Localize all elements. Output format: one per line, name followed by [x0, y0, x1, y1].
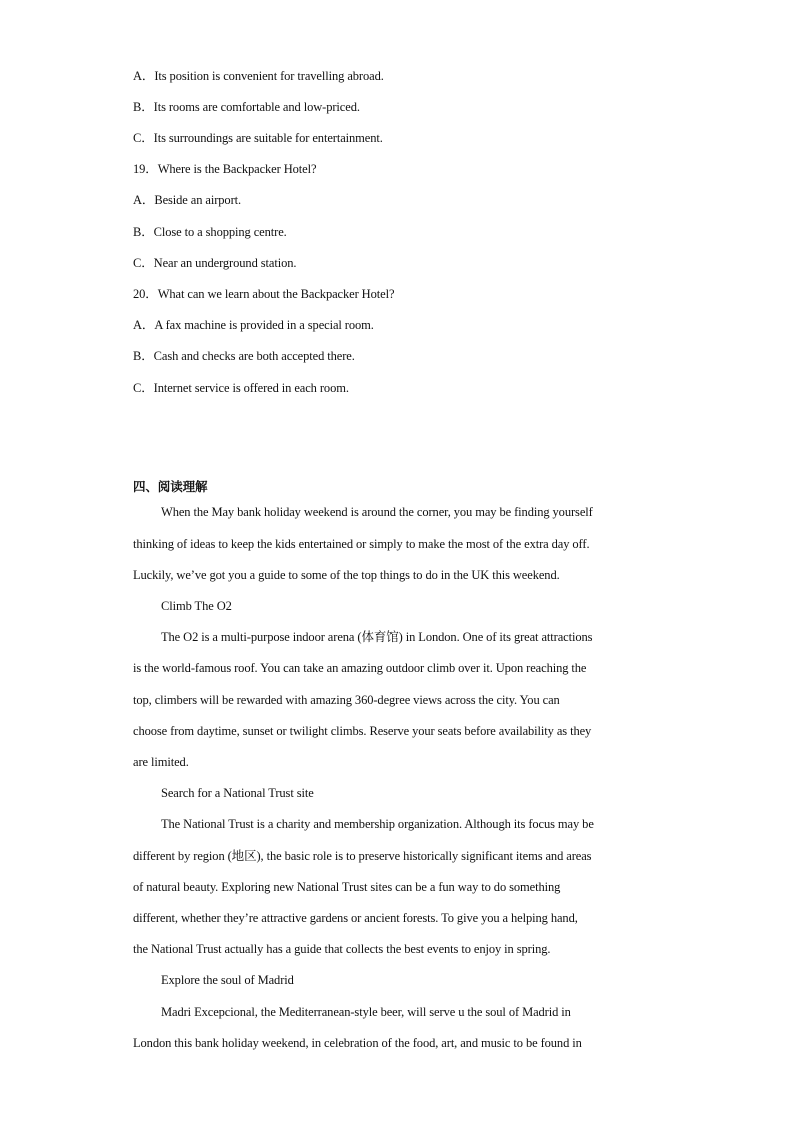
q20-option-a: A．A fax machine is provided in a special room. — [133, 318, 374, 332]
q20-option-c: C．Internet service is offered in each room. — [133, 381, 349, 395]
intro-line-3: Luckily, we’ve got you a guide to some of the top things to do in the UK this weekend. — [133, 568, 560, 582]
section-heading: 四、阅读理解 — [133, 479, 208, 494]
madrid-title: Explore the soul of Madrid — [161, 973, 294, 987]
climb-line-3: top, climbers will be rewarded with amazing 360-degree views across the city. You can — [133, 693, 560, 707]
climb-title: Climb The O2 — [161, 599, 232, 613]
q20-question: 20．What can we learn about the Backpacker Hotel? — [133, 287, 395, 301]
madrid-line-1: Madri Excepcional, the Mediterranean-style beer, will serve u the soul of Madrid in — [161, 1005, 571, 1019]
climb-line-2: is the world-famous roof. You can take an amazing outdoor climb over it. Upon reaching the — [133, 661, 587, 675]
q20-option-b: B．Cash and checks are both accepted there. — [133, 349, 355, 363]
q18-option-a: A．Its position is convenient for travelling abroad. — [133, 69, 384, 83]
q19-question: 19．Where is the Backpacker Hotel? — [133, 162, 317, 176]
q19-option-b: B．Close to a shopping centre. — [133, 225, 287, 239]
madrid-line-2: London this bank holiday weekend, in celebration of the food, art, and music to be found in — [133, 1036, 582, 1050]
intro-line-1: When the May bank holiday weekend is around the corner, you may be finding yourself — [161, 505, 593, 519]
q18-option-c: C．Its surroundings are suitable for entertainment. — [133, 131, 383, 145]
intro-line-2: thinking of ideas to keep the kids entertained or simply to make the most of the extra day off. — [133, 537, 590, 551]
trust-title: Search for a National Trust site — [161, 786, 314, 800]
trust-line-4: different, whether they’re attractive gardens or ancient forests. To give you a helping hand, — [133, 911, 578, 925]
trust-line-3: of natural beauty. Exploring new National Trust sites can be a fun way to do something — [133, 880, 561, 894]
q19-option-c: C．Near an underground station. — [133, 256, 297, 270]
trust-line-2: different by region (地区), the basic role is to preserve historically significant items and areas — [133, 849, 592, 863]
climb-line-4: choose from daytime, sunset or twilight climbs. Reserve your seats before availability as they — [133, 724, 592, 738]
climb-line-5: are limited. — [133, 755, 189, 769]
climb-line-1: The O2 is a multi-purpose indoor arena (体育馆) in London. One of its great attractions — [161, 630, 593, 644]
trust-line-5: the National Trust actually has a guide that collects the best events to enjoy in spring. — [133, 942, 551, 956]
q19-option-a: A．Beside an airport. — [133, 193, 242, 207]
q18-option-b: B．Its rooms are comfortable and low-priced. — [133, 100, 360, 114]
trust-line-1: The National Trust is a charity and membership organization. Although its focus may be — [161, 817, 594, 831]
